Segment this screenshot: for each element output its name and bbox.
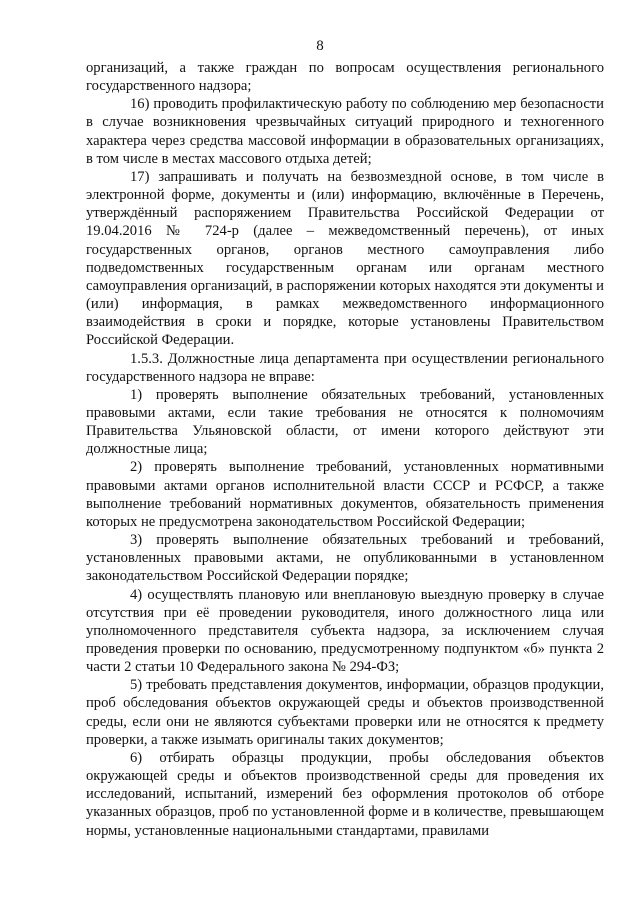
paragraph-continuation: организаций, а также граждан по вопросам осуществления регионального государственного надзора; [86, 60, 604, 95]
paragraph-section-1-5-3: 1.5.3. Должностные лица департамента при осуществлении регионального государственного надзора не вправе: [86, 350, 604, 385]
paragraph-item-2: 2) проверять выполнение требований, установленных нормативными правовыми актами органов исполнительной власти СССР и РСФСР, а также выполнение требований нормативных документов, обязательность применения которых не предусмотрена законодательством Российской Федерации; [86, 459, 604, 530]
paragraph-item-3: 3) проверять выполнение обязательных требований и требований, установленных правовыми актами, не опубликованными в установленном законодательством Российской Федерации порядке; [86, 532, 604, 585]
paragraph-item-4: 4) осуществлять плановую или внеплановую выездную проверку в случае отсутствия при её проведении руководителя, иного должностного лица или уполномоченного представителя субъекта надзора, за исключением случая проведения проверки по основанию, предусмотренному подпунктом «б» пункта 2 части 2 статьи 10 Федерального закона № 294-ФЗ; [86, 586, 604, 676]
paragraph-item-17: 17) запрашивать и получать на безвозмездной основе, в том числе в электронной форме, документы и (или) информацию, включённые в Перечень, утверждённый распоряжением Правительства Российской Федерации от 19.04.2016 № 724-р (далее – межведомственный перечень), от иных государственных органов, органов местного самоуправления либо подведомственных государственным органам или органам местного самоуправления организаций, в распоряжении которых находятся эти документы и (или) информация, в рамках межведомственного информационного взаимодействия в сроки и порядке, которые установлены Правительством Российской Федерации. [86, 168, 604, 349]
document-body [86, 59, 604, 840]
paragraph-item-6: 6) отбирать образцы продукции, пробы обследования объектов окружающей среды и объектов производственной среды для проведения их исследований, испытаний, измерений без оформления протоколов об отборе указанных образцов, проб по установленной форме и в количестве, превышающем нормы, установленные национальными стандартами, правилами [86, 749, 604, 839]
paragraph-item-1: 1) проверять выполнение обязательных требований, установленных правовыми актами, если такие требования не относятся к полномочиям Правительства Ульяновской области, от имени которого действуют эти должностные лица; [86, 386, 604, 458]
paragraph-item-5: 5) требовать представления документов, информации, образцов продукции, проб обследования объектов окружающей среды и объектов производственной среды, если они не являются субъектами проверки или не относятся к предмету проверки, а также изымать оригиналы таких документов; [86, 677, 604, 748]
paragraph-item-16: 16) проводить профилактическую работу по соблюдению мер безопасности в случае возникновения чрезвычайных ситуаций природного и техногенного характера через средства массовой информации в образовательных организациях, в том числе в местах массового отдыха детей; [86, 96, 604, 167]
page-number: 8 [316, 38, 324, 54]
